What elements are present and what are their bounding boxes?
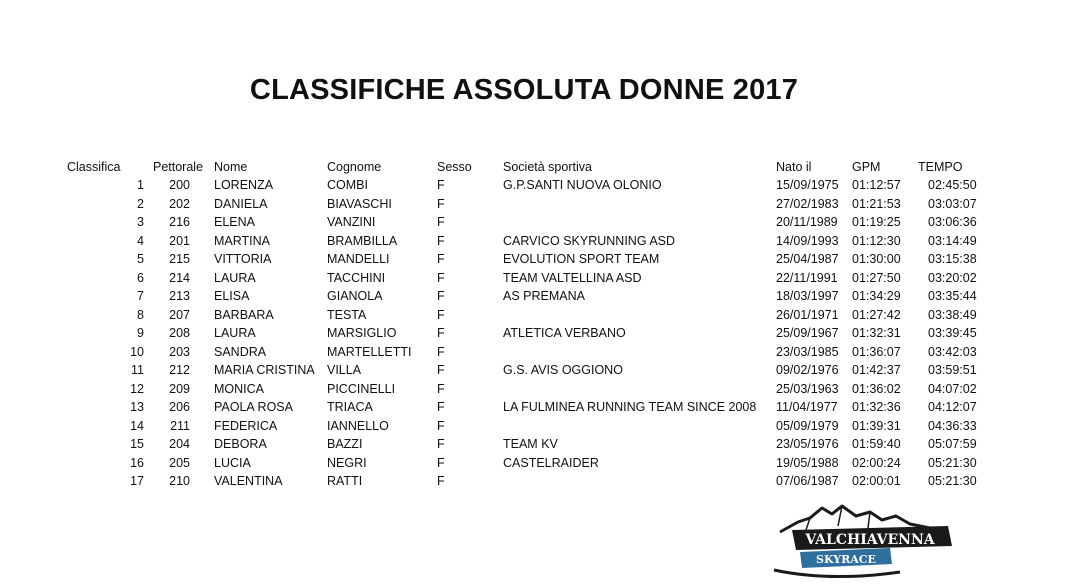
cell-nome: FEDERICA: [214, 418, 278, 433]
cell-gpm: 02:00:01: [852, 474, 901, 488]
cell-bib: 213: [169, 289, 190, 303]
cell-tempo: 03:38:49: [928, 307, 977, 322]
cell-societa: CASTELRAIDER: [503, 455, 599, 470]
cell-sesso: F: [437, 307, 445, 322]
column-cognome: [327, 176, 412, 491]
cell-gpm: 01:34:29: [852, 289, 901, 303]
cell-societa: [503, 343, 756, 362]
cell-tempo: 03:20:02: [928, 270, 977, 285]
cell-bib: 201: [169, 233, 190, 248]
cell-nato: 14/09/1993: [776, 233, 839, 248]
cell-cognome: BAZZI: [327, 437, 363, 451]
cell-gpm: 01:19:25: [852, 215, 901, 229]
cell-nato: 25/09/1967: [776, 326, 839, 340]
cell-cognome: IANNELLO: [327, 418, 389, 433]
cell-pos: 16: [130, 455, 144, 470]
cell-gpm: 01:32:31: [852, 326, 901, 340]
cell-sesso: F: [437, 252, 445, 266]
cell-societa: TEAM VALTELLINA ASD: [503, 270, 642, 285]
cell-nome: LAURA: [214, 326, 256, 340]
cell-bib: 205: [169, 455, 190, 470]
cell-bib: 214: [169, 270, 190, 285]
cell-tempo: 03:35:44: [928, 289, 977, 303]
column-sesso: [437, 176, 445, 491]
cell-gpm: 01:32:36: [852, 400, 901, 414]
cell-nato: 26/01/1971: [776, 307, 839, 322]
header-classifica: Classifica: [67, 160, 121, 174]
cell-nato: 15/09/1975: [776, 178, 839, 192]
cell-tempo: 04:07:02: [928, 381, 977, 396]
cell-bib: 209: [169, 381, 190, 396]
cell-tempo: 03:14:49: [928, 233, 977, 248]
cell-nato: 27/02/1983: [776, 196, 839, 211]
cell-gpm: 01:42:37: [852, 363, 901, 377]
cell-sesso: F: [437, 400, 445, 414]
cell-bib: 200: [169, 178, 190, 192]
cell-societa: LA FULMINEA RUNNING TEAM SINCE 2008: [503, 400, 757, 414]
cell-bib: 206: [169, 400, 190, 414]
cell-cognome: TRIACA: [327, 400, 373, 414]
cell-cognome: MANDELLI: [327, 252, 390, 266]
cell-pos: 9: [137, 326, 144, 340]
header-pettorale: Pettorale: [153, 160, 204, 174]
cell-cognome: PICCINELLI: [327, 381, 396, 396]
cell-nome: LORENZA: [214, 178, 274, 192]
header-nome: Nome: [214, 160, 248, 174]
cell-cognome: BIAVASCHI: [327, 196, 392, 211]
cell-cognome: VILLA: [327, 363, 362, 377]
cell-nome: MONICA: [214, 381, 264, 396]
cell-nato: 19/05/1988: [776, 455, 839, 470]
column-gpm: [852, 176, 901, 491]
cell-societa: EVOLUTION SPORT TEAM: [503, 252, 660, 266]
cell-pos: 3: [137, 215, 144, 229]
cell-pos: 10: [130, 344, 144, 359]
cell-pos: 7: [137, 289, 144, 303]
cell-cognome: RATTI: [327, 474, 363, 488]
cell-tempo: 03:39:45: [928, 326, 977, 340]
cell-nome: VITTORIA: [214, 252, 272, 266]
cell-sesso: F: [437, 363, 445, 377]
cell-gpm: 01:12:57: [852, 178, 901, 192]
cell-tempo: 05:21:30: [928, 455, 977, 470]
cell-gpm: 01:21:53: [852, 196, 901, 211]
cell-sesso: F: [437, 418, 445, 433]
cell-sesso: F: [437, 215, 445, 229]
cell-nato: 23/03/1985: [776, 344, 839, 359]
cell-sesso: F: [437, 437, 445, 451]
cell-gpm: 02:00:24: [852, 455, 901, 470]
cell-sesso: F: [437, 455, 445, 470]
cell-tempo: 03:03:07: [928, 196, 977, 211]
cell-societa: [503, 380, 756, 399]
cell-tempo: 04:12:07: [928, 400, 977, 414]
cell-pos: 2: [137, 196, 144, 211]
column-nome: [214, 176, 315, 491]
cell-cognome: TESTA: [327, 307, 367, 322]
column-societa: [503, 176, 756, 491]
cell-nato: 07/06/1987: [776, 474, 839, 488]
cell-tempo: 03:15:38: [928, 252, 977, 266]
cell-tempo: 05:07:59: [928, 437, 977, 451]
cell-societa: TEAM KV: [503, 437, 558, 451]
cell-sesso: F: [437, 326, 445, 340]
cell-cognome: BRAMBILLA: [327, 233, 398, 248]
cell-pos: 8: [137, 307, 144, 322]
cell-nome: DANIELA: [214, 196, 268, 211]
cell-pos: 13: [130, 400, 144, 414]
header-tempo: TEMPO: [918, 160, 963, 174]
cell-bib: 215: [169, 252, 190, 266]
logo-text-skyrace: SKYRACE: [816, 553, 876, 566]
cell-bib: 211: [170, 418, 190, 433]
cell-cognome: MARTELLETTI: [327, 344, 412, 359]
cell-sesso: F: [437, 270, 445, 285]
cell-sesso: F: [437, 474, 445, 488]
cell-societa: AS PREMANA: [503, 289, 585, 303]
valchiavenna-skyrace-logo: [770, 500, 960, 580]
cell-nato: 18/03/1997: [776, 289, 839, 303]
cell-societa: G.P.SANTI NUOVA OLONIO: [503, 178, 662, 192]
cell-sesso: F: [437, 233, 445, 248]
cell-tempo: 05:21:30: [928, 474, 977, 488]
header-sesso: Sesso: [437, 160, 472, 174]
cell-nome: ELISA: [214, 289, 250, 303]
logo-swoosh: [774, 570, 900, 577]
cell-nato: 11/04/1977: [776, 400, 838, 414]
cell-bib: 216: [169, 215, 190, 229]
cell-societa: [503, 306, 756, 325]
column-classifica: [110, 176, 144, 491]
header-gpm: GPM: [852, 160, 881, 174]
cell-sesso: F: [437, 344, 445, 359]
cell-pos: 14: [130, 418, 144, 433]
cell-gpm: 01:30:00: [852, 252, 901, 266]
cell-nato: 23/05/1976: [776, 437, 839, 451]
cell-bib: 210: [169, 474, 190, 488]
cell-nome: VALENTINA: [214, 474, 283, 488]
cell-gpm: 01:59:40: [852, 437, 901, 451]
cell-bib: 208: [169, 326, 190, 340]
cell-pos: 17: [130, 474, 144, 488]
cell-tempo: 02:45:50: [928, 178, 977, 192]
cell-gpm: 01:12:30: [852, 233, 901, 248]
cell-societa: ATLETICA VERBANO: [503, 326, 626, 340]
cell-nato: 25/03/1963: [776, 381, 839, 396]
cell-societa: [503, 417, 756, 436]
cell-pos: 11: [131, 363, 144, 377]
cell-tempo: 04:36:33: [928, 418, 977, 433]
cell-societa: CARVICO SKYRUNNING ASD: [503, 233, 676, 248]
cell-pos: 1: [137, 178, 144, 192]
cell-pos: 5: [137, 252, 144, 266]
header-nato: Nato il: [776, 160, 812, 174]
cell-societa: [503, 472, 756, 491]
cell-bib: 212: [169, 363, 190, 377]
cell-nome: MARIA CRISTINA: [214, 363, 315, 377]
cell-sesso: F: [437, 289, 445, 303]
cell-societa: [503, 213, 756, 232]
cell-sesso: F: [437, 381, 445, 396]
cell-sesso: F: [437, 178, 445, 192]
column-pettorale: [156, 176, 190, 491]
cell-sesso: F: [437, 196, 445, 211]
cell-gpm: 01:39:31: [852, 418, 901, 433]
logo-text-valchiavenna: VALCHIAVENNA: [805, 532, 935, 548]
cell-pos: 12: [130, 381, 144, 396]
cell-cognome: TACCHINI: [327, 270, 386, 285]
cell-pos: 15: [130, 437, 144, 451]
cell-nome: BARBARA: [214, 307, 274, 322]
cell-cognome: MARSIGLIO: [327, 326, 397, 340]
cell-cognome: COMBI: [327, 178, 368, 192]
logo-graphic: [770, 500, 960, 580]
cell-gpm: 01:27:50: [852, 270, 901, 285]
cell-nome: LAURA: [214, 270, 256, 285]
cell-societa: [503, 195, 756, 214]
cell-nome: DEBORA: [214, 437, 267, 451]
cell-pos: 4: [137, 233, 144, 248]
cell-pos: 6: [137, 270, 144, 285]
cell-nome: LUCIA: [214, 455, 251, 470]
cell-gpm: 01:36:07: [852, 344, 901, 359]
cell-nome: PAOLA ROSA: [214, 400, 293, 414]
cell-nato: 22/11/1991: [776, 270, 838, 285]
cell-gpm: 01:27:42: [852, 307, 901, 322]
cell-nato: 25/04/1987: [776, 252, 839, 266]
column-tempo: [928, 176, 977, 491]
cell-tempo: 03:42:03: [928, 344, 977, 359]
cell-bib: 202: [169, 196, 190, 211]
cell-nome: SANDRA: [214, 344, 267, 359]
header-cognome: Cognome: [327, 160, 382, 174]
cell-tempo: 03:06:36: [928, 215, 977, 229]
column-nato: [776, 176, 839, 491]
header-societa: Società sportiva: [503, 160, 592, 174]
cell-cognome: VANZINI: [327, 215, 376, 229]
cell-cognome: NEGRI: [327, 455, 367, 470]
cell-tempo: 03:59:51: [928, 363, 977, 377]
cell-nato: 20/11/1989: [776, 215, 838, 229]
page-title: CLASSIFICHE ASSOLUTA DONNE 2017: [249, 74, 799, 106]
cell-bib: 207: [169, 307, 190, 322]
cell-nome: MARTINA: [214, 233, 271, 248]
cell-bib: 203: [169, 344, 190, 359]
cell-cognome: GIANOLA: [327, 289, 383, 303]
cell-gpm: 01:36:02: [852, 381, 901, 396]
cell-nato: 09/02/1976: [776, 363, 839, 377]
cell-nato: 05/09/1979: [776, 418, 839, 433]
cell-societa: G.S. AVIS OGGIONO: [503, 363, 623, 377]
cell-bib: 204: [169, 437, 190, 451]
cell-nome: ELENA: [214, 215, 255, 229]
